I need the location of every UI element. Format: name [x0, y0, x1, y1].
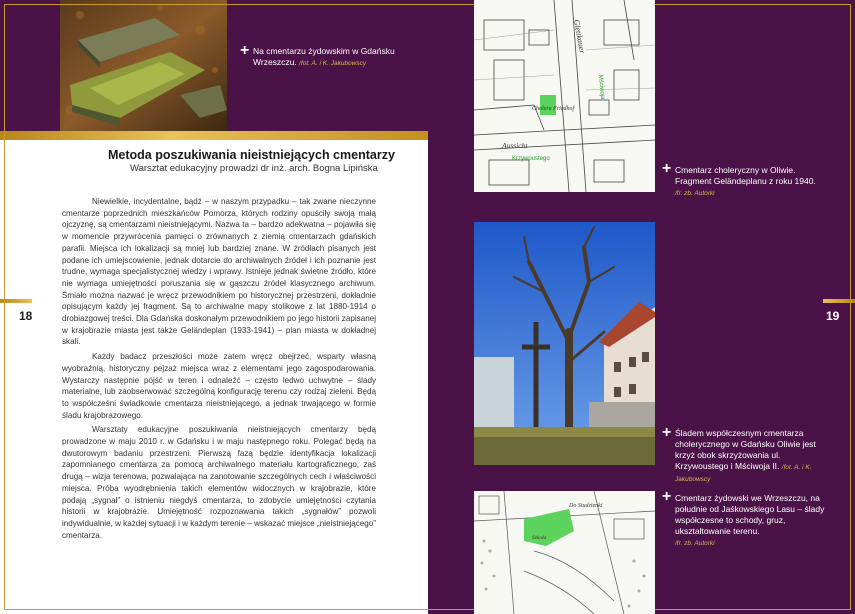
article-body [62, 196, 376, 541]
map2-street-label: Do Studzienki [569, 503, 603, 509]
caption-stones [253, 46, 423, 69]
caption-text: Na cmentarzu żydowskim w Gdańsku Wrzeszczu. [253, 46, 395, 67]
caption-credit: /fot. A. i K. Jakubowscy [675, 464, 812, 483]
page-tab-left [0, 299, 32, 303]
caption-map2 [675, 493, 825, 549]
map1-overlay-label: Krzywoustego [512, 156, 550, 162]
paragraph-3: Warsztaty edukacyjne poszukiwania nieistniejących cmentarzy będą prowadzone w maju 2010 r. w Gdańsku i w maju następnego roku. Polegać będą na dwutorowym badaniu przestrzeni. Pierwszą fazą będzie identyfikacja lokalizacji zapomnianego cmentarza za pomocą archiwalnego materiału kartograficznego, zaś drugą – wizja terenowa, pozwalająca na zanotowanie szczególnych cech i właściwości miejsca. Próba wyodrębnienia takich elementów widocznych w krajobrazie, które podają „sygnał” o istnieniu niegdyś cmentarza, to zdobycie umiejętności czytania historii w krajobrazie. Umiejętność rozpoznawania takich „sygnałów” pozwoli indywidualnie, w każdej sytuacji i w każdym terenie – wskazać miejsce „nieistniejącego” cmentarza. [62, 425, 376, 540]
page-tab-right [823, 299, 855, 303]
plus-marker-icon: + [240, 42, 250, 59]
map2-green-label: Szkoła [532, 535, 547, 541]
caption-text: Cmentarz żydowski we Wrzeszczu, na południe od Jaśkowskiego Lasu – ślady współczesne to schody, gruz, ukształtowanie terenu. [675, 493, 825, 536]
plus-marker-icon: + [662, 424, 672, 441]
page-number-left: 18 [19, 309, 33, 323]
caption-text: Śladem współczesnym cmentarza cholerycznego w Gdańsku Oliwie jest krzyż obok skrzyżowania ul. Krzywoustego i Mściwoja II. [675, 428, 816, 471]
caption-map1 [675, 165, 825, 199]
caption-photo-cross [675, 428, 825, 485]
photo-cross-and-tree [474, 222, 655, 465]
caption-credit: /fot. A. i K. Jakubowscy [299, 60, 367, 67]
photo-cemetery-stones [60, 0, 227, 131]
plus-marker-icon: + [662, 160, 672, 177]
article-title: Metoda poszukiwania nieistniejących cmentarzy [108, 148, 395, 162]
map1-street-label-2: Aussicht [502, 141, 528, 150]
map-jewish-cemetery [474, 491, 655, 614]
paragraph-1: Niewielkie, incydentalne, bądź – w naszym przypadku – tak zwane nieczynne cmentarze poprzednich mieszkańców Pomorza, których rodziny opuściły swoją małą ojczyznę, są cmentarzami nieistniejącymi. Nazwa ta – bardzo adekwatna – pojawiła się w momencie przywrócenia pamięci o zrównanych z ziemią cmentarzach gdańskich parafii. Miejsca ich lokalizacji są mniej lub bardziej znane. W źródłach pisanych jest podane ich umiejscowienie, jednak dotarcie do archiwalnych źródeł i ich poznanie jest trudne, wymaga specjalistycznej wiedzy i wprawy. Istnieje jednak świetne źródło, które nie wymaga umiejętności poruszania się w gąszczu źródeł klasycznego archiwum. Śmiało można nazwać je wręcz przewodnikiem po historycznej przestrzeni, dokładnie opisującym każdy jej fragment. Są to archiwalne mapy stolikowe z lat 1880-1914 o drobiazgowej treści. Dla Gdańska doskonałym przewodnikiem po jego historii zapisanej w krajobrazie miasta jest także Geländeplan (1933-1941) – plan miasta w dokładnej skali. [62, 197, 376, 347]
caption-text: Cmentarz choleryczny w Oliwie. Fragment Geländeplanu z roku 1940. [675, 165, 816, 186]
plus-marker-icon: + [662, 488, 672, 505]
article-subtitle: Warsztat edukacyjny prowadzi dr inż. arch. Bogna Lipińska [130, 163, 378, 174]
gold-band-divider [0, 131, 428, 140]
caption-credit: /fr. zb. Autorki [675, 540, 715, 547]
page-number-right: 19 [826, 309, 840, 323]
map-geländeplan-fragment [474, 0, 655, 192]
map1-cemetery-label: Cholera Friedhof [532, 106, 575, 112]
paragraph-2: Każdy badacz przeszłości może zatem wręcz obejrzeć, wsparty własną wyobraźnią, historyczny pejzaż miejsca wraz z elementami jego zagospodarowania. Wystarczy następnie pójść w teren i odnaleźć – często ledwo uchwytne – ślady materialne, lub zaobserwować szczególną konfigurację terenu czy rodzaj zieleni. Będą to współcześni świadkowie cmentarza nieistniejącego, a jednak trwającego w formie śladu krajobrazowego. [62, 352, 376, 420]
caption-credit: /fr. zb. Autorki [675, 190, 715, 197]
map1-overlay-label-2: Mściwoja [597, 74, 606, 100]
map1-street-label: Glettkauer [572, 18, 587, 55]
